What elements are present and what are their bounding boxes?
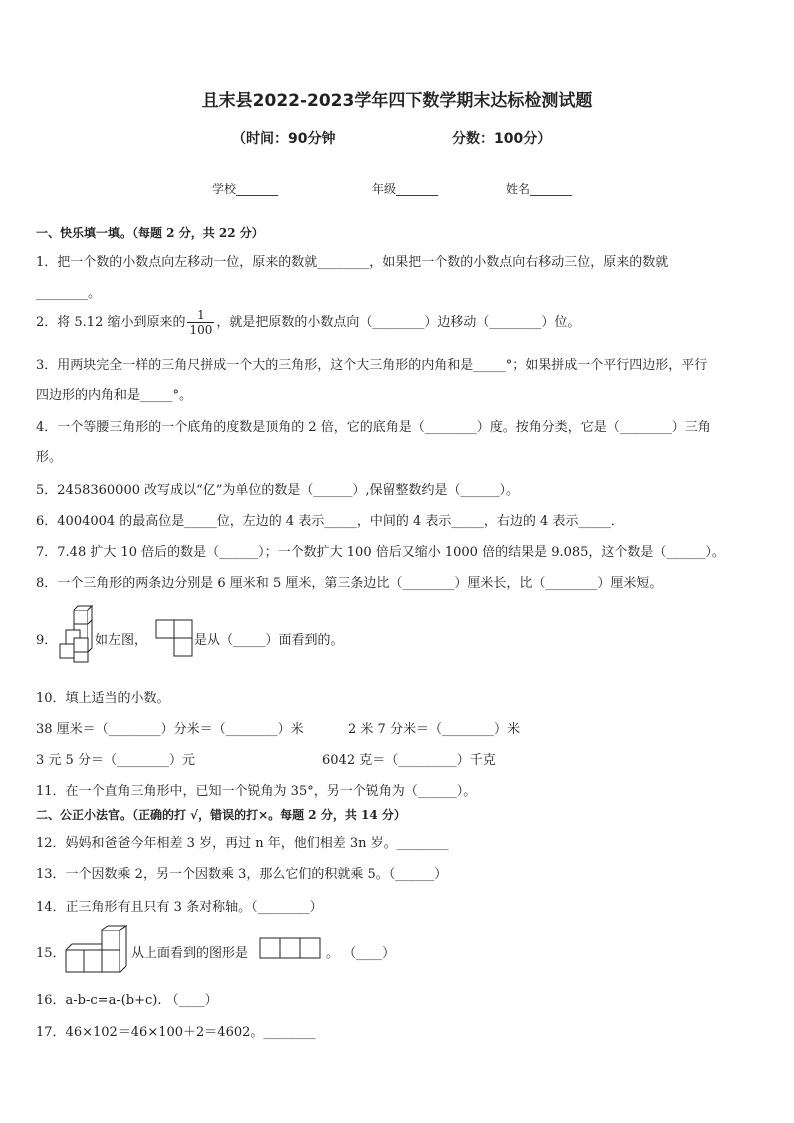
question-10-row2b: 6042 克＝（_________）千克 [322,753,496,768]
fraction-numerator: 1 [187,308,214,323]
question-6: 6．4004004 的最高位是_____位，左边的 4 表示_____，中间的 4 表示_____，右边的 4 表示_____． [36,514,624,529]
question-4-line1: 4．一个等腰三角形的一个底角的度数是顶角的 2 倍，它的底角是（________）度。按角分类，它是（________）三角 [36,420,711,435]
question-2-start: 2．将 5.12 缩小到原来的 [36,315,186,330]
top-view-figure [258,936,324,960]
fraction-denominator: 100 [189,323,213,337]
question-4-line2: 形。 [36,450,63,465]
question-3-line2: 四边形的内角和是_____°。 [36,388,193,403]
block-row-figure [64,924,132,976]
question-10-row2a: 3 元 5 分＝（________）元 [36,753,195,768]
section1-heading: 一、快乐填一填。（每题 2 分，共 22 分） [36,226,264,240]
question-9-number: 9． [36,633,58,648]
question-8: 8．一个三角形的两条边分别是 6 厘米和 5 厘米，第三条边比（________）厘米长，比（________）厘米短。 [36,576,663,591]
question-11: 11．在一个直角三角形中，已知一个锐角为 35°，另一个锐角为（______）。 [36,784,477,799]
question-14: 14．正三角形有且只有 3 条对称轴。（________） [36,900,323,915]
view-shape-figure [154,618,194,658]
question-16: 16．a-b-c=a-(b+c). （____） [36,993,218,1008]
cube-stack-figure [56,604,100,666]
question-17: 17．46×102＝46×100＋2＝4602。________ [36,1025,316,1040]
section2-heading: 二、公正小法官。（正确的打 √，错误的打×。每题 2 分，共 14 分） [36,808,406,822]
name-field: 姓名_______ [506,182,573,196]
question-2-end: ，就是把原数的小数点向（________）边移动（________）位。 [216,315,581,330]
fraction [187,308,214,337]
question-2 [36,308,580,337]
question-15-text-b: 。 （____） [326,946,396,961]
question-15-number: 15． [36,946,66,961]
exam-score: 分数：100分） [452,131,552,147]
question-7: 7．7.48 扩大 10 倍后的数是（______）；一个数扩大 100 倍后又缩小 1000 倍的结果是 9.085，这个数是（______）。 [36,545,725,560]
question-10-row1a: 38 厘米＝（________）分米＝（________）米 [36,722,304,737]
question-12: 12．妈妈和爸爸今年相差 3 岁，再过 n 年，他们相差 3n 岁。________ [36,836,449,851]
question-9-text-a: 如左图， [95,633,148,648]
grade-field: 年级_______ [372,182,439,196]
question-10: 10．填上适当的小数。 [36,691,170,706]
question-3-line1: 3．用两块完全一样的三角尺拼成一个大的三角形，这个大三角形的内角和是_____°；如果拼成一个平行四边形，平行 [36,358,708,373]
question-5: 5．2458360000 改写成以“亿”为单位的数是（______）,保留整数约是（______）。 [36,483,520,498]
question-1-line2: ________。 [36,286,102,301]
question-1-line1: 1．把一个数的小数点向左移动一位，原来的数就________，如果把一个数的小数点向右移动三位，原来的数就 [36,255,669,270]
exam-title: 且末县2022-2023学年四下数学期末达标检测试题 [201,91,593,111]
question-9-text-b: 是从（_____）面看到的。 [194,633,344,648]
question-15-text-a: 从上面看到的图形是 [131,946,249,961]
question-13: 13．一个因数乘 2，另一个因数乘 3，那么它们的积就乘 5。（______） [36,867,448,882]
exam-time: （时间：90分钟 [232,131,336,147]
question-10-row1b: 2 米 7 分米＝（________）米 [348,722,520,737]
school-field: 学校_______ [212,182,279,196]
